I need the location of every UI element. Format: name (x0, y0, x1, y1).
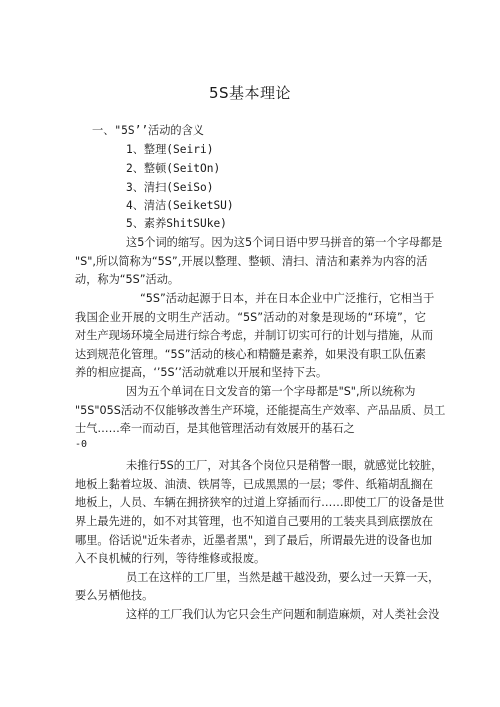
paragraph-line: 员工在这样的工厂里，当然是越干越没劲，要么过一天算一天， (126, 571, 440, 584)
list-item: 5、素养ShitSUke) (126, 217, 227, 230)
paragraph-line: 哪里。俗话说"近朱者赤，近墨者黑"，到了最后，所谓最先进的设备也加 (75, 534, 433, 547)
paragraph-line: 要么另栖他技。 (75, 589, 154, 602)
paragraph-line: 对生产现场环境全局进行综合考虑，并制订切实可行的计划与措施，从而 (75, 329, 434, 342)
paragraph-line: 这样的工厂我们认为它只会生产问题和制造麻烦，对人类社会没 (126, 608, 440, 621)
paragraph-line: 这5个词的缩写。因为这5个词日语中罗马拼音的第一个字母都是 (126, 236, 443, 249)
paragraph-line: “5S”活动起源于日本，并在日本企业中广泛推行，它相当于 (140, 292, 435, 305)
paragraph-line: 我国企业开展的文明生产活动。“5S”活动的对象是现场的“环境”，它 (75, 311, 426, 324)
paragraph-line: 养的相应提高，‘’5S’’活动就难以开展和坚持下去。 (75, 366, 328, 379)
paragraph-line: "5S"05S活动不仅能够改善生产环境，还能提高生产效率、产品品质、员工 (75, 404, 446, 417)
paragraph-line: -0 (75, 439, 88, 450)
list-item: 1、整理(Seiri) (126, 143, 214, 156)
paragraph-line: 地板上，人员、车辆在拥挤狭窄的过道上穿插而行……即使工厂的设备是世 (75, 496, 445, 509)
paragraph-line: 地板上黏着垃圾、油渍、铁屑等，已成黑黑的一层；零件、纸箱胡乱搁在 (75, 478, 434, 491)
paragraph-line: 入不良机械的行列，等待维修或报废。 (75, 552, 266, 565)
document-title: 5S基本理论 (208, 84, 292, 102)
paragraph-line: 士气……牵一而动百，是其他管理活动有效展开的基石之 (75, 422, 355, 435)
list-item: 4、清洁(SeiketSU) (126, 199, 234, 212)
paragraph-line: 界上最先进的，如不对其管理，也不知道自己要用的工装夹具到底摆放在 (75, 515, 434, 528)
paragraph-line: 因为五个单词在日文发音的第一个字母都是"S",所以统称为 (126, 385, 416, 398)
paragraph-line: 未推行5S的工厂，对其各个岗位只是稍瞥一眼，就感觉比较脏， (126, 459, 443, 472)
paragraph-line: "S",所以简称为“5S”,开展以整理、整顿、清扫、清洁和素养为内容的活 (75, 255, 428, 268)
section-heading: 一、"5S’’活动的含义 (92, 124, 204, 137)
paragraph-line: 达到规范化管理。“5S”活动的核心和精髓是素养，如果没有职工队伍素 (75, 348, 426, 361)
list-item: 3、清扫(SeiSo) (126, 181, 214, 194)
list-item: 2、整顿(SeitOn) (126, 162, 221, 175)
paragraph-line: 动，称为“5S”活动。 (75, 273, 180, 286)
